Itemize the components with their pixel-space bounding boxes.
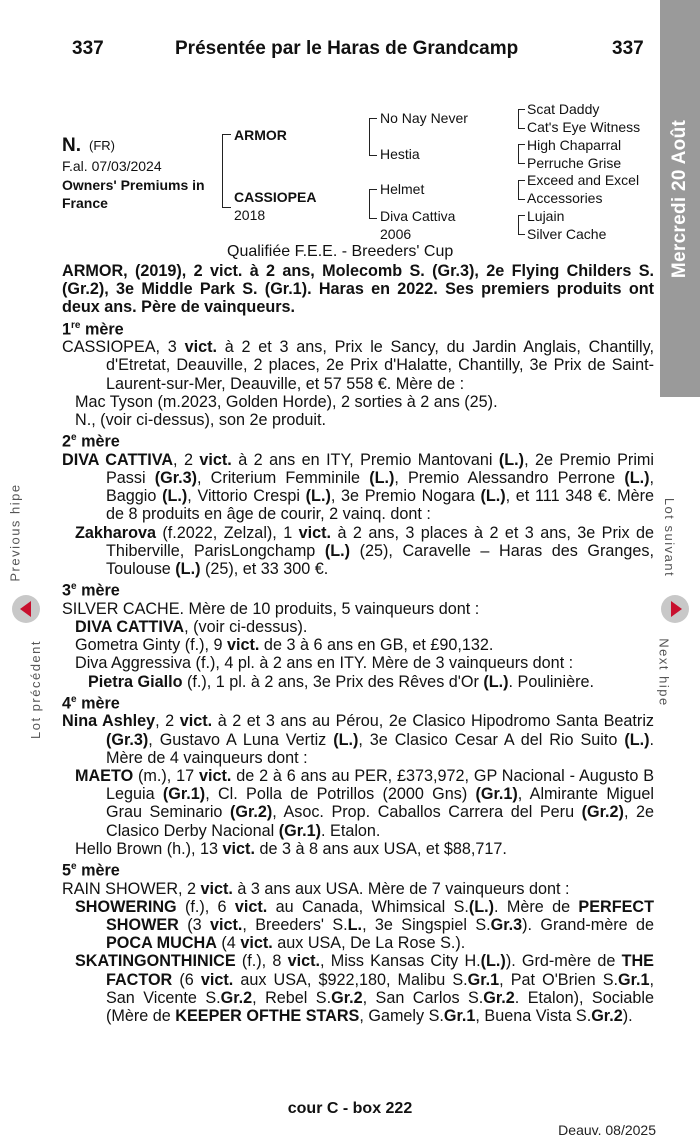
qualification-line: Qualifiée F.E.E. - Breeders' Cup [227,243,454,260]
horse-origin: (FR) [89,138,115,153]
sale-date-label: Mercredi 20 Août [669,119,690,278]
dam-entry: DIVA CATTIVA, 2 vict. à 2 ans en ITY, Premio Mantovani (L.), 2e Premio Primi Passi (Gr.3), Criterium Femminile (L.), Premio Alessandro Perrone (L.), Baggio (L.), Vittorio Crespi (L.), 3e Premio Nogara (L.), et 111 348 €. Mère de 8 produits en âge de courir, 2 vainq. dont : [62,450,655,524]
catalogue-body [62,262,654,1025]
section-fifth-dam: 5e mère [62,861,120,880]
produce-entry: N., (voir ci-dessus), son 2e produit. [75,411,327,430]
previous-lot-button[interactable] [12,595,40,623]
next-lot-button[interactable] [661,595,689,623]
pedigree-gen3: Exceed and Excel [527,172,640,188]
produce-entry: Zakharova (f.2022, Zelzal), 1 vict. à 2 ans, 3 places à 2 et 3 ans, 3e Prix de Thiberville, ParisLongchamp (L.) (25), Caravelle – Haras des Granges, Toulouse (L.) (25), et 33 300 €. [75,523,654,579]
stable-location: cour C - box 222 [287,1100,413,1117]
premium-info: Owners' Premiums in France [62,177,205,211]
lot-number-left: 337 [72,38,104,59]
birth-info: F.al. 07/03/2024 [62,158,162,174]
dam-entry: SILVER CACHE. Mère de 10 produits, 5 vainqueurs dont : [62,599,480,618]
produce-entry: Pietra Giallo (f.), 1 pl. à 2 ans, 3e Prix des Rêves d'Or (L.). Poulinière. [88,672,595,691]
pedigree-bracket [518,180,525,200]
pedigree-bracket [369,118,377,156]
produce-entry: Diva Aggressiva (f.), 4 pl. à 2 ans en ITY. Mère de 3 vainqueurs dont : [75,654,574,673]
produce-entry: Mac Tyson (m.2023, Golden Horde), 2 sorties à 2 ans (25). [75,392,498,411]
pedigree-bracket [518,144,525,164]
pedigree-dam: CASSIOPEA [234,189,317,205]
produce-entry: DIVA CATTIVA, (voir ci-dessus). [75,618,308,637]
produce-entry: SHOWERING (f.), 6 vict. au Canada, Whimsical S.(L.). Mère de PERFECT SHOWER (3 vict., Breeders' S.L., 3e Singspiel S.Gr.3). Grand-mère de POCA MUCHA (4 vict. aux USA, De La Rose S.). [75,897,655,953]
section-first-dam: 1re mère [62,319,124,338]
dam-entry: CASSIOPEA, 3 vict. à 2 et 3 ans, Prix le Sancy, du Jardin Anglais, Chantilly, d'Etretat, Deauville, 2 places, 2e Prix d'Halatte, Chantilly, 3e Prix de Saint-Laurent-sur-Mer, Deauville, et 57 558 €. Mère de : [62,338,654,393]
pedigree-dam-sire: Helmet [380,181,425,197]
pedigree-bracket [518,109,525,129]
next-hipe-label: Next hipe [656,638,672,707]
pedigree-gen3: High Chaparral [527,137,622,153]
sire-summary: ARMOR, (2019), 2 vict. à 2 ans, Molecomb S. (Gr.3), 2e Flying Childers S. (Gr.2), 3e Middle Park S. (Gr.1). Haras en 2022. Ses premiers produits ont deux ans. Père de vainqueurs. [62,262,654,317]
pedigree-gen3: Lujain [527,208,565,224]
previous-hipe-label: Previous hipe [7,483,23,582]
horse-name: N. [62,135,81,156]
consignor-title: Présentée par le Haras de Grandcamp [175,38,519,59]
pedigree-sire-sire: No Nay Never [380,110,468,126]
produce-entry: MAETO (m.), 17 vict. de 2 à 6 ans au PER, £373,972, GP Nacional - Augusto B Leguia (Gr.1), Cl. Polla de Potrillos (2000 Gns) (Gr.1), Almirante Miguel Grau Seminario (Gr.2), Asoc. Prop. Caballos Carrera del Peru (Gr.2), 2e Clasico Derby Nacional (Gr.1). Etalon. [75,767,655,840]
dam-entry: RAIN SHOWER, 2 vict. à 3 ans aux USA. Mère de 7 vainqueurs dont : [62,879,570,898]
section-fourth-dam: 4e mère [62,693,120,713]
section-second-dam: 2e mère [62,432,120,451]
arrow-left-icon [20,601,31,617]
produce-entry: SKATINGONTHINICE (f.), 8 vict., Miss Kansas City H.(L.)). Grd-mère de THE FACTOR (6 vict. aux USA, $922,180, Malibu S.Gr.1, Pat O'Brien S.Gr.1, San Vicente S.Gr.2, Rebel S.Gr.2, San Carlos S.Gr.2. Etalon), Sociable (Mère de KEEPER OFTHE STARS, Gamely S.Gr.1, Buena Vista S.Gr.2). [75,952,654,1026]
sale-date-tab [660,0,700,397]
pedigree-bracket [222,134,231,208]
produce-entry: Hello Brown (h.), 13 vict. de 3 à 8 ans aux USA, et $88,717. [75,839,507,858]
pedigree-dam-year: 2018 [234,207,266,223]
sale-reference: Deauv. 08/2025 [558,1122,656,1138]
pedigree-gen3: Cat's Eye Witness [527,119,641,135]
lot-number-right: 337 [612,38,644,59]
pedigree-bracket [369,189,377,219]
pedigree-bracket [518,215,525,235]
pedigree-sire-dam: Hestia [380,146,420,162]
arrow-right-icon [671,601,682,617]
pedigree-gen3: Perruche Grise [527,155,622,171]
pedigree-gen3: Silver Cache [527,226,607,242]
pedigree-gen3: Scat Daddy [527,101,600,117]
pedigree-sire: ARMOR [234,127,287,143]
produce-entry: Gometra Ginty (f.), 9 vict. de 3 à 6 ans en GB, et £90,132. [75,636,494,655]
dam-entry: Nina Ashley, 2 vict. à 2 et 3 ans au Pérou, 2e Clasico Hipodromo Santa Beatriz (Gr.3), Gustavo A Luna Vertiz (L.), 3e Clasico Cesar A del Rio Suito (L.). Mère de 4 vainqueurs dont : [62,712,655,767]
section-third-dam: 3e mère [62,581,120,600]
next-lot-label: Lot suivant [662,497,678,578]
pedigree-dam-dam: Diva Cattiva [380,208,456,224]
pedigree-gen3: Accessories [527,190,603,206]
previous-lot-label: Lot précédent [28,639,44,740]
pedigree-dam-dam-year: 2006 [380,226,412,242]
